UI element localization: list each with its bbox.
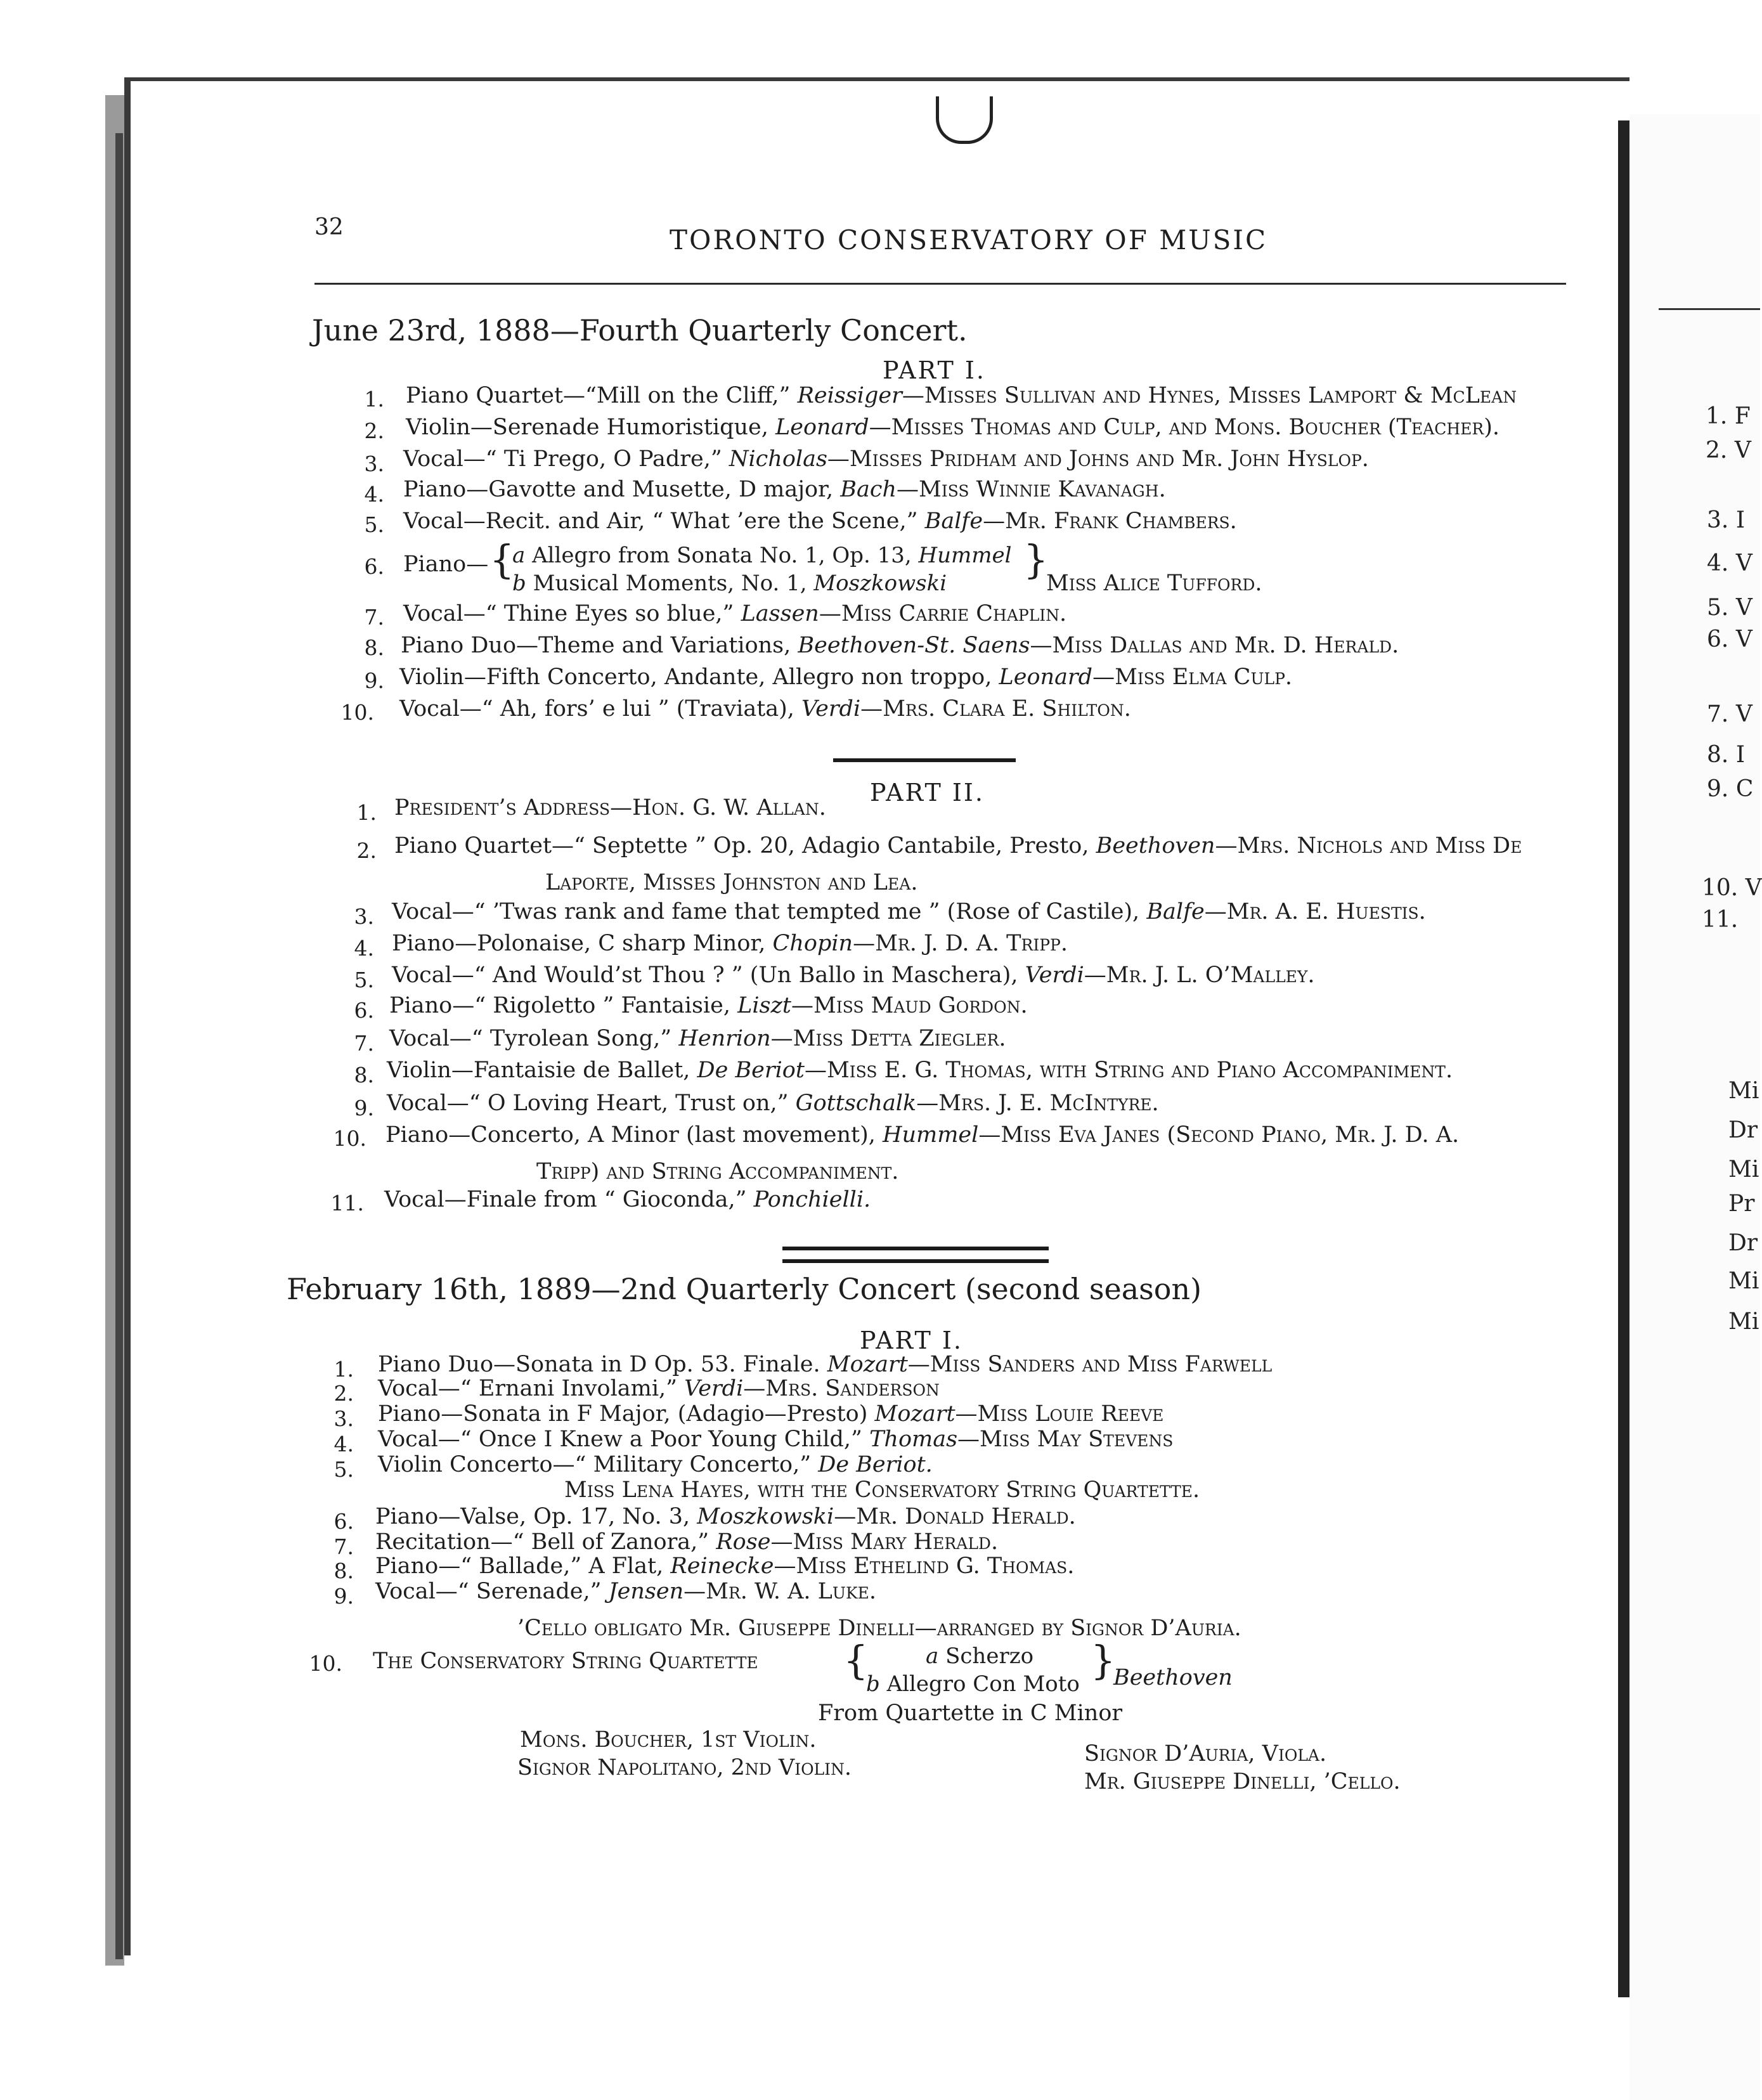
item-number: 4. <box>364 482 384 507</box>
program-item: Piano—“ Rigoletto ” Fantaisie, Liszt—Miss Maud Gordon. <box>389 993 1028 1018</box>
book-spine <box>1618 120 1629 1997</box>
program-item: Piano—“ Ballade,” A Flat, Reinecke—Miss Ethelind G. Thomas. <box>375 1553 1075 1579</box>
item-number: 9. <box>334 1584 354 1609</box>
program-item: Vocal—“ And Would’st Thou ? ” (Un Ballo in Maschera), Verdi—Mr. J. L. O’Malley. <box>392 963 1315 988</box>
program-subitem: b Musical Moments, No. 1, Moszkowski <box>512 571 947 596</box>
program-item: Recitation—“ Bell of Zanora,” Rose—Miss Mary Herald. <box>375 1529 999 1555</box>
item-number: 8. <box>354 1063 374 1087</box>
right-page-fragment: Pr <box>1728 1191 1755 1217</box>
right-page-fragment: 7. V <box>1707 701 1752 727</box>
right-page-fragment: 1. F <box>1706 403 1751 429</box>
part-label: PART I. <box>883 356 986 384</box>
page-number: 32 <box>314 214 344 240</box>
item-number: 7. <box>364 605 384 630</box>
item-number: 2. <box>364 418 384 443</box>
left-brace: { <box>489 536 515 583</box>
performer-viola: Signor D’Auria, Viola. <box>1084 1741 1327 1766</box>
program-subitem: b Allegro Con Moto <box>866 1671 1080 1697</box>
right-page-fragment: 11. <box>1702 907 1739 933</box>
item-number: 8. <box>334 1559 354 1583</box>
concert-title: February 16th, 1889—2nd Quarterly Concert (second season) <box>287 1272 1202 1306</box>
item-number: 4. <box>334 1432 354 1456</box>
page-stack-edge-dark <box>115 133 123 1959</box>
running-header-title: TORONTO CONSERVATORY OF MUSIC <box>670 224 1268 256</box>
right-page-fragment: 10. V <box>1702 875 1762 901</box>
left-brace: { <box>843 1637 869 1683</box>
right-page-fragment: 4. V <box>1707 550 1752 576</box>
program-item: Vocal—“ Tyrolean Song,” Henrion—Miss Detta Ziegler. <box>389 1026 1006 1051</box>
right-page-fragment: 6. V <box>1707 626 1752 652</box>
item-number: 7. <box>354 1031 374 1056</box>
part-label: PART II. <box>870 779 985 807</box>
item-number: 6. <box>364 554 384 579</box>
item-number: 2. <box>334 1381 354 1406</box>
right-page-fragment: 8. I <box>1707 742 1746 768</box>
item-number: 3. <box>334 1406 354 1431</box>
program-item: Vocal—“ Once I Knew a Poor Young Child,” Thomas—Miss May Stevens <box>378 1427 1174 1452</box>
program-item: Piano—Gavotte and Musette, D major, Bach—Miss Winnie Kavanagh. <box>403 477 1166 502</box>
item-number: 4. <box>354 936 374 961</box>
right-brace: } <box>1023 536 1049 583</box>
item-number: 8. <box>364 635 384 660</box>
item-number: 7. <box>334 1534 354 1559</box>
right-page-fragment: Dr <box>1728 1230 1758 1256</box>
program-item: Piano Quartet—“Mill on the Cliff,” Reissiger—Misses Sullivan and Hynes, Misses Lamport & McLean <box>406 383 1517 408</box>
program-item-label: Piano— <box>403 552 489 577</box>
program-item: Vocal—“ Thine Eyes so blue,” Lassen—Miss Carrie Chaplin. <box>403 601 1067 626</box>
program-item: Violin—Serenade Humoristique, Leonard—Misses Thomas and Culp, and Mons. Boucher (Teacher). <box>406 415 1500 440</box>
right-page-fragment: Mi <box>1728 1157 1759 1183</box>
right-page-fragment: 3. I <box>1707 507 1746 533</box>
program-item-continuation: From Quartette in C Minor <box>818 1701 1123 1726</box>
right-page-fragment: 5. V <box>1707 595 1752 621</box>
performer-second-violin: Signor Napolitano, 2nd Violin. <box>517 1755 852 1780</box>
program-item: Vocal—Recit. and Air, “ What ’ere the Scene,” Balfe—Mr. Frank Chambers. <box>403 509 1237 534</box>
program-item: Piano Quartet—“ Septette ” Op. 20, Adagio Cantabile, Presto, Beethoven—Mrs. Nichols and Miss De <box>394 833 1522 859</box>
program-performer: Miss Alice Tufford. <box>1046 571 1262 596</box>
program-item-label: The Conservatory String Quartette <box>373 1649 758 1674</box>
program-item-continuation: Laporte, Misses Johnston and Lea. <box>545 870 918 895</box>
performer-cello: Mr. Giuseppe Dinelli, ’Cello. <box>1084 1769 1401 1794</box>
right-page-fragment: Mi <box>1728 1078 1759 1104</box>
section-separator <box>833 758 1016 762</box>
item-number: 10. <box>333 1126 366 1151</box>
double-rule-bottom <box>782 1259 1049 1263</box>
program-item: Vocal—“ Serenade,” Jensen—Mr. W. A. Luke. <box>375 1579 877 1604</box>
double-rule-top <box>782 1247 1049 1250</box>
item-number: 11. <box>330 1191 364 1215</box>
part-label: PART I. <box>860 1326 963 1354</box>
header-rule <box>314 283 1566 285</box>
program-item: Piano—Polonaise, C sharp Minor, Chopin—Mr. J. D. A. Tripp. <box>392 931 1068 956</box>
program-item: Piano—Valse, Op. 17, No. 3, Moszkowski—Mr. Donald Herald. <box>375 1504 1076 1529</box>
item-number: 5. <box>354 968 374 992</box>
program-item-continuation: ’Cello obligato Mr. Giuseppe Dinelli—arranged by Signor D’Auria. <box>517 1616 1241 1641</box>
program-item: Vocal—“ Ah, fors’ e lui ” (Traviata), Verdi—Mrs. Clara E. Shilton. <box>399 696 1131 722</box>
program-item: Vocal—Finale from “ Gioconda,” Ponchielli. <box>384 1187 871 1212</box>
item-number: 6. <box>354 998 374 1023</box>
concert-title: June 23rd, 1888—Fourth Quarterly Concert. <box>312 313 968 347</box>
item-number: 5. <box>334 1457 354 1482</box>
program-item: Vocal—“ Ti Prego, O Padre,” Nicholas—Misses Pridham and Johns and Mr. John Hyslop. <box>403 446 1369 472</box>
item-number: 9. <box>364 668 384 693</box>
program-subitem: a Scherzo <box>926 1643 1034 1669</box>
program-item: Piano Duo—Theme and Variations, Beethoven-St. Saens—Miss Dallas and Mr. D. Herald. <box>401 633 1399 658</box>
binding-loop <box>936 96 993 144</box>
right-page-fragment: Dr <box>1728 1117 1758 1143</box>
program-item: Violin—Fifth Concerto, Andante, Allegro non troppo, Leonard—Miss Elma Culp. <box>399 664 1293 690</box>
right-page-fragment: 2. V <box>1706 438 1751 463</box>
item-number: 6. <box>334 1509 354 1534</box>
program-item-continuation: Tripp) and String Accompaniment. <box>536 1159 899 1184</box>
program-item: Piano—Concerto, A Minor (last movement), Hummel—Miss Eva Janes (Second Piano, Mr. J. D. A. <box>385 1122 1460 1148</box>
right-brace: } <box>1091 1637 1116 1683</box>
program-item: Vocal—“ ’Twas rank and fame that tempted me ” (Rose of Castile), Balfe—Mr. A. E. Huestis. <box>392 899 1426 924</box>
program-item: Violin Concerto—“ Military Concerto,” De Beriot. <box>378 1452 933 1477</box>
right-page-fragment: Mi <box>1728 1309 1759 1335</box>
item-number: 3. <box>364 451 384 476</box>
item-number: 1. <box>364 387 384 412</box>
item-number: 1. <box>356 800 377 825</box>
item-number: 2. <box>356 838 377 863</box>
program-item: Vocal—“ O Loving Heart, Trust on,” Gottschalk—Mrs. J. E. McIntyre. <box>387 1091 1159 1116</box>
item-number: 10. <box>309 1651 342 1676</box>
right-page-rule <box>1659 308 1760 310</box>
program-item-continuation: Miss Lena Hayes, with the Conservatory String Quartette. <box>564 1477 1200 1503</box>
program-item: Piano Duo—Sonata in D Op. 53. Finale. Mozart—Miss Sanders and Miss Farwell <box>378 1352 1273 1377</box>
program-item: Piano—Sonata in F Major, (Adagio—Presto) Mozart—Miss Louie Reeve <box>378 1401 1164 1427</box>
program-composer: Beethoven <box>1113 1665 1233 1690</box>
right-page-fragment: 9. C <box>1707 776 1754 802</box>
item-number: 3. <box>354 904 374 929</box>
program-item: Vocal—“ Ernani Involami,” Verdi—Mrs. Sanderson <box>378 1376 940 1401</box>
program-item: Violin—Fantaisie de Ballet, De Beriot—Miss E. G. Thomas, with String and Piano Accompaniment. <box>387 1058 1453 1083</box>
item-number: 1. <box>334 1357 354 1382</box>
item-number: 10. <box>340 700 374 725</box>
program-item: President’s Address—Hon. G. W. Allan. <box>394 795 826 820</box>
right-page-fragment: Mi <box>1728 1268 1759 1294</box>
performer-first-violin: Mons. Boucher, 1st Violin. <box>520 1727 817 1753</box>
item-number: 5. <box>364 512 384 537</box>
item-number: 9. <box>354 1096 374 1120</box>
program-subitem: a Allegro from Sonata No. 1, Op. 13, Hummel <box>512 543 1012 568</box>
